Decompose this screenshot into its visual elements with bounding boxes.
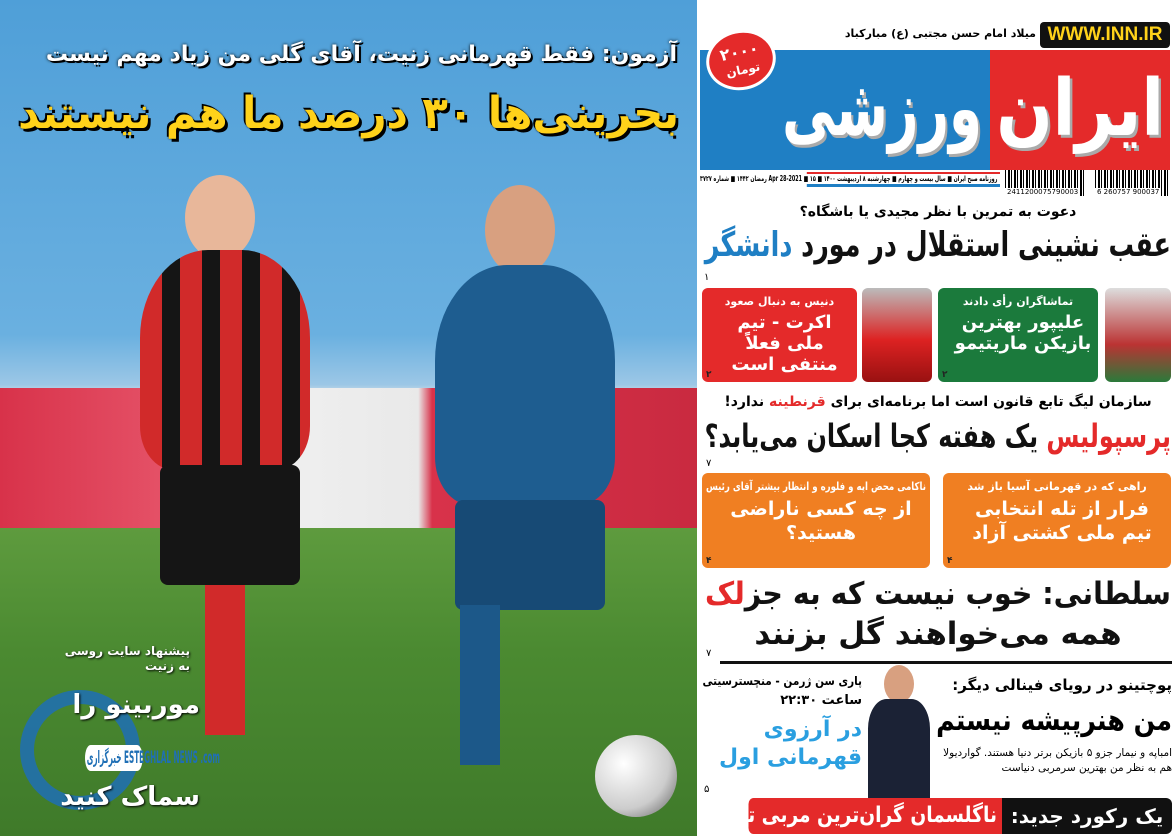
barcode-number: 2411200075790003: [1007, 188, 1079, 196]
dateline: روزنامه صبح ایران ■ سال بیست و چهارم ■ چهارشنبه ۸ اردیبهشت ۱۴۰۰ ■ Apr 28-2021 ■ ۱۵ رمضان ۱۴۴۲ ■ شماره ۳۷۲۷: [807, 172, 1000, 187]
price: ۲۰۰۰: [718, 38, 761, 66]
box-orange-left[interactable]: [702, 473, 930, 568]
story3-line2: همه می‌خواهند گل بزنند: [754, 616, 1122, 652]
right-column: [700, 0, 1176, 836]
box-kicker: تماشاگران رأی دادند: [962, 295, 1074, 308]
page-ref: ۷: [706, 648, 712, 659]
site-url[interactable]: WWW.INN.IR: [1040, 22, 1170, 48]
box-kicker: دنیس به دنبال صعود: [724, 295, 835, 308]
story3-text: سلطانی: خوب نیست که به جز: [744, 576, 1171, 612]
price-unit: تومان: [724, 59, 762, 81]
ball: [595, 735, 677, 817]
divider: [720, 661, 1172, 664]
side-headline-2: سماک کنید: [60, 782, 200, 812]
kicker-text-end: ندارد!: [724, 394, 765, 410]
side-headline-1: موربینو را: [72, 690, 200, 720]
story1-kicker: دعوت به تمرین با نظر مجیدی یا باشگاه؟: [799, 204, 1077, 220]
page-ref: ۲: [942, 370, 948, 380]
box-headline: از چه کسی ناراضی هستید؟: [730, 498, 912, 544]
box-headline: فرار از تله انتخابی تیم ملی کشتی آزاد: [972, 498, 1152, 544]
story4-kicker: پوچتینو در رویای فینالی دیگر:: [952, 676, 1172, 694]
box-kicker: ناکامی محض اپه و فلوره و انتظار بیشتر آقای رئیس: [705, 480, 926, 493]
bottom-label: یک رکورد جدید:: [1002, 798, 1172, 834]
photo-headline: بحرینی‌ها ۳۰ درصد ما هم نیستند: [18, 88, 679, 139]
greeting: میلاد امام حسن مجتبی (ع) مبارکباد: [844, 27, 1036, 40]
page-ref: ۵: [704, 784, 710, 795]
match-time: ساعت ۲۲:۳۰: [780, 693, 862, 708]
box-kicker: راهی که در قهرمانی آسیا باز شد: [967, 480, 1147, 493]
box-orange-right[interactable]: [943, 473, 1171, 568]
page-ref: ۴: [706, 556, 712, 566]
ekrot-photo: [862, 288, 932, 382]
watermark-brand: خبرگزاری ESTEGHLAL NEWS .com: [85, 745, 143, 771]
story4-headline: من هنرپیشه نیستم: [936, 703, 1172, 737]
box-headline: علیپور بهترین بازیکن ماریتیمو: [954, 312, 1092, 354]
page-ref: ۲: [706, 370, 712, 380]
story2-highlight: پرسپولیس: [1046, 417, 1171, 455]
story2-kicker: [705, 394, 1171, 410]
story3-line1: [704, 574, 1171, 614]
box-green[interactable]: [938, 288, 1098, 382]
story2-headline-text: یک هفته کجا اسکان می‌یابد؟: [704, 417, 1039, 455]
story4-body: امباپه و نیمار جزو ۵ بازیکن برتر دنیا هستند. گواردیولا هم به نظر من بهترین سرمربی دنیاست: [943, 747, 1172, 774]
masthead-title-2: ورزشی: [782, 64, 982, 154]
kicker-text: سازمان لیگ تابع قانون است اما برنامه‌ای برای: [830, 394, 1152, 410]
box-headline: اکرت - تیم ملی فعلاً منتفی است: [731, 312, 838, 375]
barcode-2: [1095, 170, 1170, 196]
barcode: [1005, 170, 1085, 196]
side-kicker: پیشنهاد سایت روسی به زنیت: [64, 644, 190, 673]
page-ref: ۱: [704, 272, 710, 283]
pochettino-photo: [866, 665, 932, 798]
psg-headline: در آرزوی قهرمانی اول: [719, 717, 862, 770]
story3-highlight: لک: [704, 576, 745, 612]
page-ref: ۴: [947, 556, 953, 566]
box-red[interactable]: [702, 288, 857, 382]
story1-headline: [704, 224, 1171, 266]
alipour-photo: [1105, 288, 1171, 382]
match-info: پاری سن ژرمن - منچسترسیتی: [702, 674, 862, 688]
story2-headline: [704, 416, 1171, 456]
bottom-headline[interactable]: ناگلسمان گران‌ترین مربی تاریخ!: [749, 798, 1003, 834]
barcode-number-2: 6 260757 900037: [1097, 188, 1160, 196]
masthead-red: [990, 50, 1170, 170]
photo-kicker: آزمون: فقط قهرمانی زنیت، آقای گلی من زیاد مهم نیست: [45, 42, 677, 67]
story1-headline-text: عقب نشینی استقلال در مورد: [801, 225, 1171, 265]
player-blue: [420, 185, 640, 805]
page-ref: ۷: [706, 458, 712, 469]
masthead-title-1: ایران: [996, 64, 1164, 154]
story1-highlight: دانشگر: [704, 225, 793, 265]
kicker-highlight: قرنطینه: [768, 394, 826, 410]
